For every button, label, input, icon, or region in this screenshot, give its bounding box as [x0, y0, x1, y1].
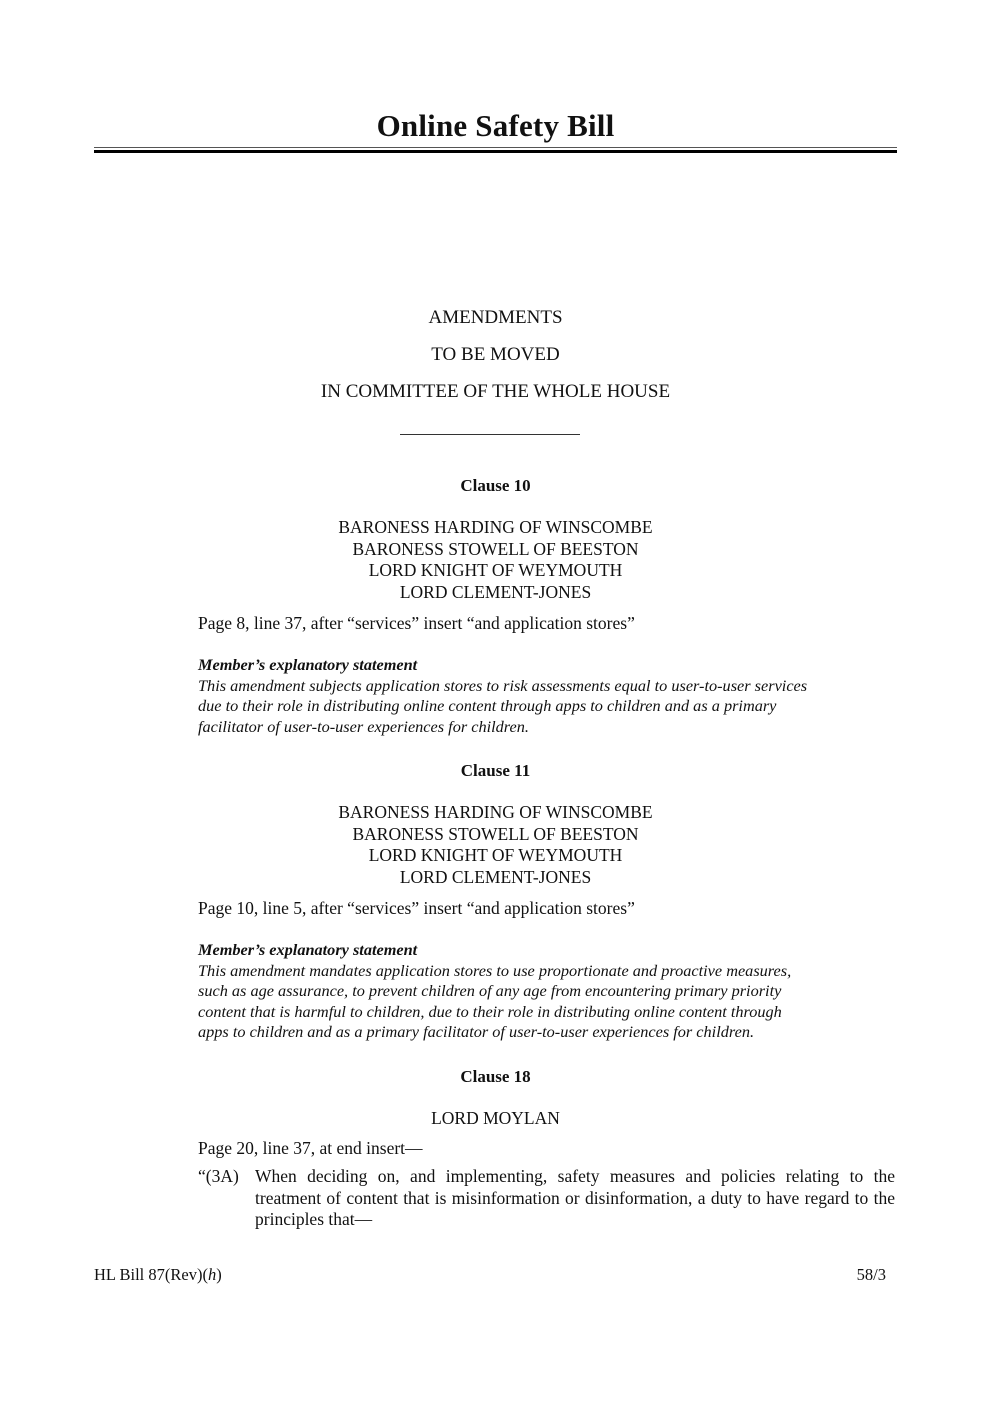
member-list-clause-18 — [0, 1108, 991, 1130]
subsection-label: “(3A) — [198, 1166, 239, 1186]
page-reference: 58/3 — [856, 1265, 886, 1284]
statement-line: content that is harmful to children, due to their role in distributing online content through — [198, 1001, 782, 1021]
statement-title: Member’s explanatory statement — [198, 655, 418, 674]
statement-line: This amendment mandates application stores to use proportionate and proactive measures, — [198, 960, 792, 980]
bill-reference-italic: h — [207, 1265, 217, 1284]
member-name: BARONESS STOWELL OF BEESTON — [352, 538, 639, 559]
statement-line: facilitator of user-to-user experiences for children. — [198, 716, 529, 736]
subsection-text: When deciding on, and implementing, safety measures and policies relating to the treatment of content that is misinformation or disinformation, a duty to have regard to the principles that— — [255, 1166, 895, 1229]
statement-title: Member’s explanatory statement — [198, 940, 418, 959]
statement-line: such as age assurance, to prevent children of any age from encountering primary priority — [198, 981, 782, 1001]
inserted-subsection — [198, 1166, 898, 1231]
explanatory-statement — [198, 655, 898, 737]
bill-reference-main: HL Bill 87(Rev)( — [94, 1265, 208, 1284]
clause-heading-18: Clause 18 — [460, 1067, 531, 1086]
statement-line: This amendment subjects application stores to risk assessments equal to user-to-user services — [198, 675, 808, 695]
title-rule-thin — [94, 147, 897, 148]
amendment-instruction: Page 20, line 37, at end insert— — [198, 1138, 423, 1158]
amendment-instruction: Page 10, line 5, after “services” insert “and application stores” — [198, 898, 635, 918]
member-name: BARONESS STOWELL OF BEESTON — [352, 823, 639, 844]
member-name: LORD CLEMENT-JONES — [399, 867, 592, 888]
heading-amendments: AMENDMENTS — [428, 307, 563, 328]
amendment-instruction: Page 8, line 37, after “services” insert “and application stores” — [198, 613, 635, 633]
member-name: LORD CLEMENT-JONES — [399, 582, 592, 603]
member-name: LORD MOYLAN — [431, 1108, 560, 1128]
heading-to-be-moved: TO BE MOVED — [431, 344, 560, 365]
explanatory-statement — [198, 940, 898, 1043]
heading-committee: IN COMMITTEE OF THE WHOLE HOUSE — [320, 381, 671, 402]
statement-line: due to their role in distributing online content through apps to children and as a primary — [198, 696, 777, 716]
bill-reference — [94, 1264, 222, 1286]
member-name: BARONESS HARDING OF WINSCOMBE — [338, 517, 653, 537]
member-name: BARONESS HARDING OF WINSCOMBE — [338, 802, 653, 822]
clause-heading-10: Clause 10 — [460, 476, 531, 495]
clause-heading-11: Clause 11 — [460, 761, 531, 780]
member-name: LORD KNIGHT OF WEYMOUTH — [368, 560, 623, 581]
section-divider — [400, 434, 580, 435]
member-list-clause-11 — [0, 802, 991, 889]
statement-line: apps to children and as a primary facilitator of user-to-user experiences for children. — [198, 1022, 755, 1042]
member-list-clause-10 — [0, 517, 991, 604]
document-title: Online Safety Bill — [376, 108, 615, 143]
bill-reference-close: ) — [216, 1265, 222, 1284]
title-rule-thick — [94, 150, 897, 153]
member-name: LORD KNIGHT OF WEYMOUTH — [368, 845, 623, 866]
